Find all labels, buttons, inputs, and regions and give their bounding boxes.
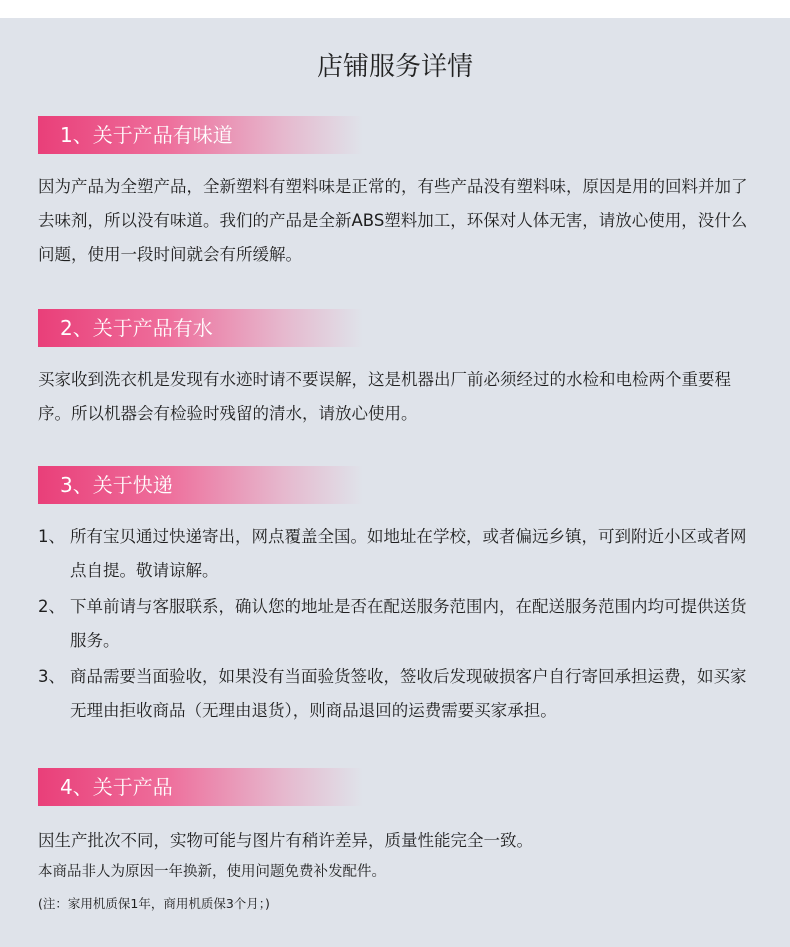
warranty-line: 本商品非人为原因一年换新，使用问题免费补发配件。 — [38, 864, 386, 880]
list-item-number: 2、 — [38, 597, 65, 616]
section-heading-odor: 1、关于产品有味道 — [38, 116, 363, 154]
section-body-product: 因生产批次不同，实物可能与图片有稍许差异，质量性能完全一致。 — [38, 831, 533, 850]
list-item-number: 3、 — [38, 667, 65, 686]
list-item-text: 商品需要当面验收，如果没有当面验货签收，签收后发现破损客户自行寄回承担运费，如买家无理由拒收商品（无理由退货），则商品退回的运费需要买家承担。 — [70, 667, 747, 720]
list-item-text: 所有宝贝通过快递寄出，网点覆盖全国。如地址在学校，或者偏远乡镇，可到附近小区或者网点自提。敬请谅解。 — [70, 527, 747, 580]
list-item-text: 下单前请与客服联系，确认您的地址是否在配送服务范围内，在配送服务范围内均可提供送货服务。 — [70, 597, 747, 650]
section-heading-product: 4、关于产品 — [38, 768, 363, 806]
list-item — [38, 520, 758, 588]
top-strip — [0, 0, 790, 18]
section-body-odor: 因为产品为全塑产品，全新塑料有塑料味是正常的，有些产品没有塑料味，原因是用的回料并加了去味剂，所以没有味道。我们的产品是全新ABS塑料加工，环保对人体无害，请放心使用，没什么问题，使用一段时间就会有所缓解。 — [38, 177, 748, 264]
section-heading-delivery: 3、关于快递 — [38, 466, 363, 504]
list-item — [38, 660, 758, 728]
page-title: 店铺服务详情 — [316, 52, 473, 82]
list-item — [38, 590, 758, 658]
list-item-number: 1、 — [38, 527, 65, 546]
section-heading-water: 2、关于产品有水 — [38, 309, 363, 347]
warranty-note: (注：家用机质保1年，商用机质保3个月；) — [38, 896, 270, 911]
section-body-water: 买家收到洗衣机是发现有水迹时请不要误解，这是机器出厂前必须经过的水检和电检两个重要程序。所以机器会有检验时残留的清水，请放心使用。 — [38, 370, 731, 423]
